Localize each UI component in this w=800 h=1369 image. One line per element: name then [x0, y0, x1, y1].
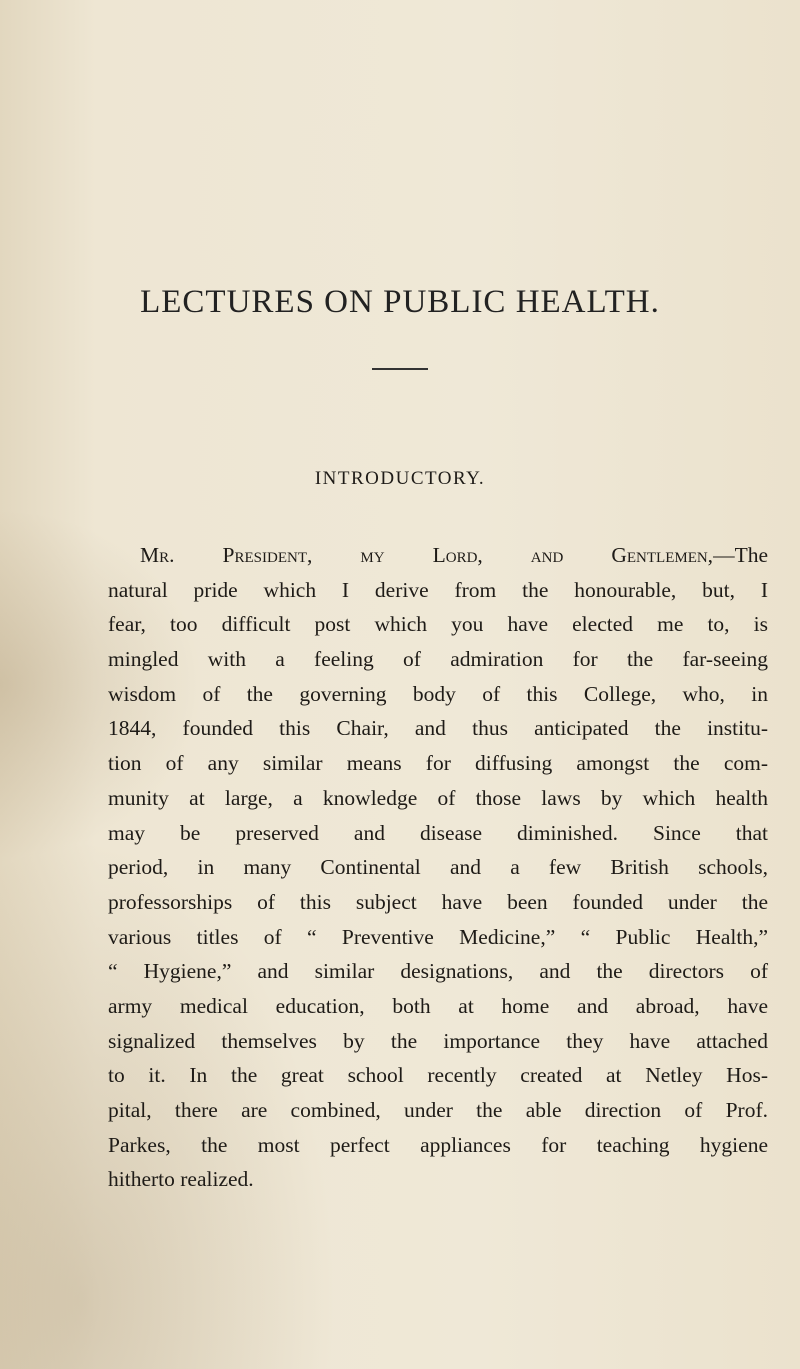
paragraph-line: Parkes, the most perfect appliances for teaching hygiene [108, 1132, 768, 1157]
paragraph-line: natural pride which I derive from the honourable, but, I [108, 577, 768, 602]
paragraph-line: fear, too difficult post which you have elected me to, is [108, 612, 768, 637]
paragraph-line: tion of any similar means for diffusing amongst the com- [108, 751, 768, 776]
paragraph-line: various titles of “ Preventive Medicine,” “ Public Health,” [108, 924, 768, 949]
paragraph-line: army medical education, both at home and abroad, have [108, 993, 768, 1018]
paragraph-line: “ Hygiene,” and similar designations, and the directors of [108, 959, 768, 984]
body-paragraph [108, 538, 768, 1197]
paragraph-line: pital, there are combined, under the able direction of Prof. [108, 1098, 768, 1122]
paragraph-line-text: —The [713, 543, 768, 567]
title-divider-rule [372, 368, 428, 370]
paragraph-line: professorships of this subject have been founded under the [108, 889, 768, 914]
page-title: LECTURES ON PUBLIC HEALTH. [140, 284, 660, 320]
section-heading: INTRODUCTORY. [314, 468, 486, 489]
paragraph-line: hitherto realized. [108, 1167, 254, 1192]
opening-address: Mr. President, my Lord, and Gentlemen, [140, 543, 714, 567]
paragraph-line: 1844, founded this Chair, and thus anticipated the institu- [108, 716, 768, 741]
paragraph-line: signalized themselves by the importance they have attached [108, 1028, 768, 1053]
paragraph-line: to it. In the great school recently created at Netley Hos- [108, 1063, 768, 1088]
paragraph-line: mingled with a feeling of admiration for the far-seeing [108, 647, 768, 672]
paragraph-line: period, in many Continental and a few British schools, [108, 855, 768, 880]
paragraph-line: may be preserved and disease diminished. Since that [108, 820, 768, 845]
paragraph-line: munity at large, a knowledge of those laws by which health [108, 785, 768, 810]
paragraph-line: wisdom of the governing body of this College, who, in [108, 681, 768, 706]
paragraph-line [108, 538, 768, 573]
